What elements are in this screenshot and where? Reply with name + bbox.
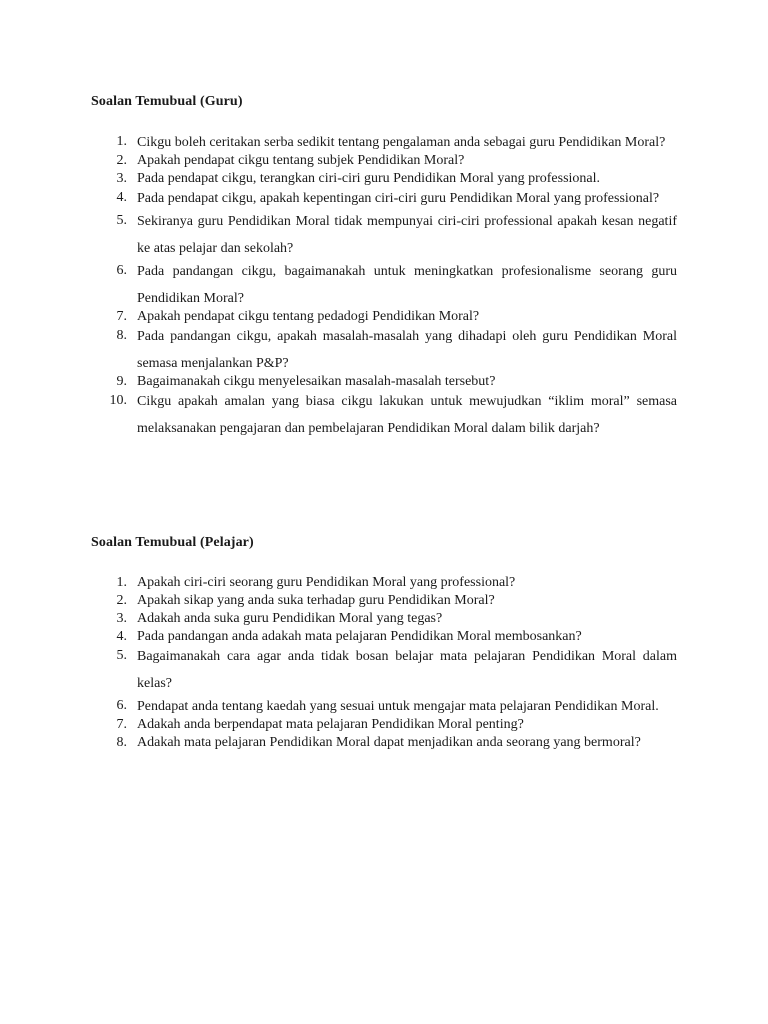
question-text: Apakah sikap yang anda suka terhadap guru Pendidikan Moral? xyxy=(137,593,495,608)
question-text: Adakah anda suka guru Pendidikan Moral yang tegas? xyxy=(137,611,443,626)
pelajar-section-title: Soalan Temubual (Pelajar) xyxy=(91,535,254,550)
question-number: 1. xyxy=(116,134,127,149)
question-text: Adakah mata pelajaran Pendidikan Moral dapat menjadikan anda seorang yang bermoral? xyxy=(137,735,641,750)
list-item xyxy=(91,152,677,170)
guru-section-title: Soalan Temubual (Guru) xyxy=(91,94,243,109)
list-item xyxy=(91,610,677,628)
guru-question-list xyxy=(91,133,677,438)
question-text: Pada pendapat cikgu, terangkan ciri-ciri guru Pendidikan Moral yang professional. xyxy=(137,171,601,186)
list-item xyxy=(91,574,677,592)
question-number: 7. xyxy=(116,309,127,324)
pelajar-question-list xyxy=(91,574,677,752)
question-text: Cikgu apakah amalan yang biasa cikgu lakukan untuk mewujudkan “iklim moral” semasa melaksanakan pengajaran dan pembelajaran Pendidikan Moral dalam bilik darjah? xyxy=(137,394,677,436)
question-number: 3. xyxy=(116,171,127,186)
list-item xyxy=(91,716,677,734)
list-item xyxy=(91,643,677,697)
list-item xyxy=(91,208,677,262)
question-text: Cikgu boleh ceritakan serba sedikit tentang pengalaman anda sebagai guru Pendidikan Moral? xyxy=(137,135,666,150)
question-text: Pendapat anda tentang kaedah yang sesuai untuk mengajar mata pelajaran Pendidikan Moral. xyxy=(137,699,659,714)
list-item xyxy=(91,734,677,752)
question-number: 3. xyxy=(116,611,127,626)
question-text: Pada pandangan cikgu, bagaimanakah untuk meningkatkan profesionalisme seorang guru Pendidikan Moral? xyxy=(137,264,677,306)
question-number: 5. xyxy=(116,648,127,663)
question-text: Apakah pendapat cikgu tentang subjek Pendidikan Moral? xyxy=(137,153,465,168)
question-number: 5. xyxy=(116,213,127,228)
list-item xyxy=(91,258,677,312)
question-number: 2. xyxy=(116,593,127,608)
question-text: Apakah ciri-ciri seorang guru Pendidikan Moral yang professional? xyxy=(137,575,516,590)
question-text: Pada pandangan cikgu, apakah masalah-masalah yang dihadapi oleh guru Pendidikan Moral semasa menjalankan P&P? xyxy=(137,329,677,371)
question-number: 4. xyxy=(116,190,127,205)
list-item xyxy=(91,592,677,610)
question-text: Adakah anda berpendapat mata pelajaran Pendidikan Moral penting? xyxy=(137,717,524,732)
question-number: 7. xyxy=(116,717,127,732)
question-text: Pada pendapat cikgu, apakah kepentingan ciri-ciri guru Pendidikan Moral yang professional? xyxy=(137,191,660,206)
question-number: 6. xyxy=(116,698,127,713)
question-text: Pada pandangan anda adakah mata pelajaran Pendidikan Moral membosankan? xyxy=(137,629,582,644)
question-text: Bagaimanakah cara agar anda tidak bosan belajar mata pelajaran Pendidikan Moral dalam kelas? xyxy=(137,649,677,691)
question-number: 4. xyxy=(116,629,127,644)
question-number: 6. xyxy=(116,263,127,278)
list-item xyxy=(91,323,677,377)
question-number: 8. xyxy=(116,735,127,750)
question-number: 1. xyxy=(116,575,127,590)
list-item xyxy=(91,388,677,442)
question-number: 10. xyxy=(109,393,127,408)
question-number: 2. xyxy=(116,153,127,168)
question-number: 9. xyxy=(116,374,127,389)
question-text: Bagaimanakah cikgu menyelesaikan masalah-masalah tersebut? xyxy=(137,374,496,389)
question-text: Apakah pendapat cikgu tentang pedadogi Pendidikan Moral? xyxy=(137,309,480,324)
question-text: Sekiranya guru Pendidikan Moral tidak mempunyai ciri-ciri professional apakah kesan negatif ke atas pelajar dan sekolah? xyxy=(137,214,677,256)
question-number: 8. xyxy=(116,328,127,343)
